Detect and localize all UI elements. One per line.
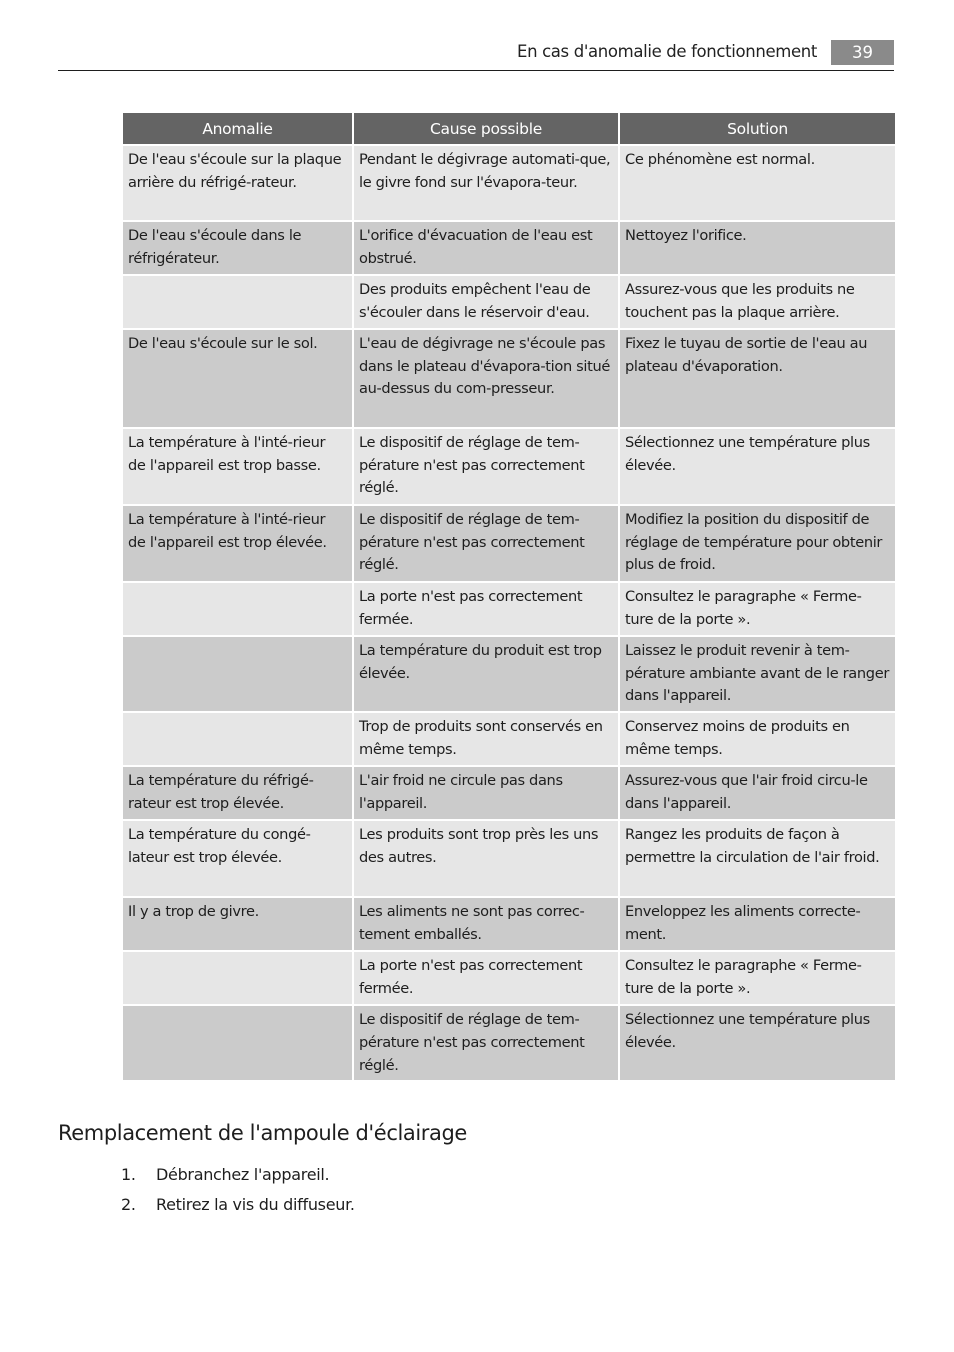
table-cell-anomalie: La température du congé-lateur est trop élevée. (123, 821, 352, 896)
table-cell-cause: Les aliments ne sont pas correc-tement emballés. (354, 898, 618, 950)
table-cell-solution: Sélectionnez une température plus élevée. (620, 1006, 895, 1080)
table-cell-anomalie: De l'eau s'écoule sur le sol. (123, 330, 352, 427)
table-row (123, 952, 895, 1004)
table-cell-solution: Consultez le paragraphe « Ferme-ture de la porte ». (620, 952, 895, 1004)
table-cell-cause: Le dispositif de réglage de tem-pérature n'est pas correctement réglé. (354, 1006, 618, 1080)
table-cell-anomalie (123, 583, 352, 635)
table-cell-anomalie: Il y a trop de givre. (123, 898, 352, 950)
table-cell-cause: Le dispositif de réglage de tem-pérature n'est pas correctement réglé. (354, 429, 618, 504)
table-cell-solution: Rangez les produits de façon à permettre la circulation de l'air froid. (620, 821, 895, 896)
column-header-anomalie: Anomalie (123, 113, 352, 144)
table-cell-cause: L'orifice d'évacuation de l'eau est obstrué. (354, 222, 618, 274)
table-cell-solution: Ce phénomène est normal. (620, 146, 895, 220)
table-cell-anomalie (123, 952, 352, 1004)
table-row (123, 276, 895, 328)
column-header-cause: Cause possible (354, 113, 618, 144)
table-cell-cause: Des produits empêchent l'eau de s'écouler dans le réservoir d'eau. (354, 276, 618, 328)
table-cell-cause: Le dispositif de réglage de tem-pérature n'est pas correctement réglé. (354, 506, 618, 581)
troubleshooting-table (121, 111, 897, 1082)
table-row (123, 506, 895, 581)
table-cell-anomalie: La température à l'inté-rieur de l'appareil est trop basse. (123, 429, 352, 504)
table-cell-solution: Conservez moins de produits en même temps. (620, 713, 895, 765)
table-cell-anomalie (123, 637, 352, 711)
step-number: 2. (121, 1195, 136, 1214)
step-number: 1. (121, 1165, 136, 1184)
table-row (123, 821, 895, 896)
table-cell-solution: Nettoyez l'orifice. (620, 222, 895, 274)
table-header-row (123, 113, 895, 144)
table-cell-cause: Pendant le dégivrage automati-que, le givre fond sur l'évapora-teur. (354, 146, 618, 220)
table-row (123, 583, 895, 635)
table-body (123, 146, 895, 1080)
list-item (121, 1190, 355, 1220)
list-item (121, 1160, 355, 1190)
table-row (123, 637, 895, 711)
table-cell-cause: L'air froid ne circule pas dans l'appareil. (354, 767, 618, 819)
table-cell-solution: Modifiez la position du dispositif de réglage de température pour obtenir plus de froid. (620, 506, 895, 581)
table-cell-anomalie: La température du réfrigé-rateur est trop élevée. (123, 767, 352, 819)
page-header-title: En cas d'anomalie de fonctionnement (517, 42, 817, 61)
steps-list (121, 1160, 355, 1220)
section-title: Remplacement de l'ampoule d'éclairage (58, 1121, 467, 1145)
table-row (123, 898, 895, 950)
table-cell-anomalie: De l'eau s'écoule sur la plaque arrière du réfrigé-rateur. (123, 146, 352, 220)
table-cell-cause: L'eau de dégivrage ne s'écoule pas dans le plateau d'évapora-tion situé au-dessus du com-presseur. (354, 330, 618, 427)
page-number: 39 (831, 40, 894, 65)
table-cell-solution: Consultez le paragraphe « Ferme-ture de la porte ». (620, 583, 895, 635)
table-cell-solution: Fixez le tuyau de sortie de l'eau au plateau d'évaporation. (620, 330, 895, 427)
table-cell-solution: Assurez-vous que l'air froid circu-le dans l'appareil. (620, 767, 895, 819)
table-cell-anomalie (123, 276, 352, 328)
table-row (123, 330, 895, 427)
table-row (123, 713, 895, 765)
table-row (123, 429, 895, 504)
table-cell-cause: La température du produit est trop élevée. (354, 637, 618, 711)
table-cell-solution: Sélectionnez une température plus élevée. (620, 429, 895, 504)
table-row (123, 222, 895, 274)
table-cell-cause: Les produits sont trop près les uns des autres. (354, 821, 618, 896)
table-row (123, 146, 895, 220)
table-row (123, 767, 895, 819)
step-text: Retirez la vis du diffuseur. (156, 1195, 355, 1214)
table-cell-cause: La porte n'est pas correctement fermée. (354, 583, 618, 635)
table-cell-solution: Assurez-vous que les produits ne touchent pas la plaque arrière. (620, 276, 895, 328)
table-cell-anomalie (123, 713, 352, 765)
table-cell-cause: La porte n'est pas correctement fermée. (354, 952, 618, 1004)
table-cell-solution: Laissez le produit revenir à tem-pérature ambiante avant de le ranger dans l'appareil. (620, 637, 895, 711)
table-cell-solution: Enveloppez les aliments correcte-ment. (620, 898, 895, 950)
table-cell-anomalie: La température à l'inté-rieur de l'appareil est trop élevée. (123, 506, 352, 581)
table-cell-anomalie (123, 1006, 352, 1080)
step-text: Débranchez l'appareil. (156, 1165, 330, 1184)
table-row (123, 1006, 895, 1080)
column-header-solution: Solution (620, 113, 895, 144)
table-cell-anomalie: De l'eau s'écoule dans le réfrigérateur. (123, 222, 352, 274)
header-rule (58, 70, 894, 71)
table-cell-cause: Trop de produits sont conservés en même temps. (354, 713, 618, 765)
